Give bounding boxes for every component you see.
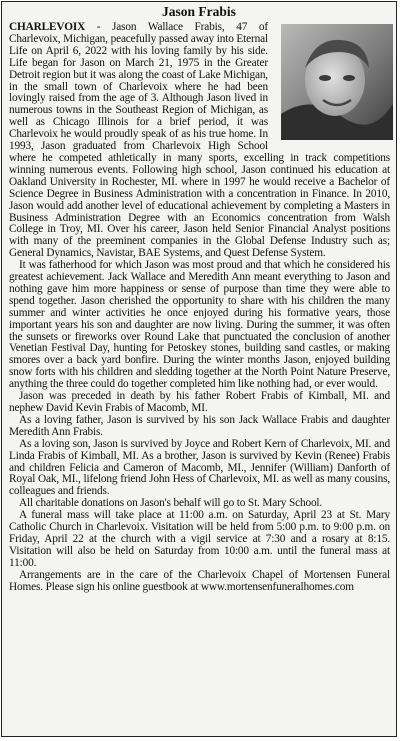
obituary-title: Jason Frabis	[162, 4, 236, 19]
obituary-paragraph-7: A funeral mass will take place at 11:00 a.m. on Saturday, April 23 at St. Mary Catholic Church in Charlevoix. Visitation will be held from 5:00 p.m. to 9:00 p.m. on Friday, April 22 at the church with a vigil service at 7:30 and a rosary at 8:15. Visitation will also be held on Saturday from 10:00 a.m. until the funeral mass at 11:00.	[9, 509, 390, 569]
obituary-clipping	[1, 1, 397, 737]
obituary-paragraph-6: All charitable donations on Jason's behalf will go to St. Mary School.	[19, 497, 323, 510]
obituary-paragraph-8: Arrangements are in the care of the Charlevoix Chapel of Mortensen Funeral Homes. Please sign his online guestbook at www.mortensenfuneralhomes.com	[9, 568, 390, 593]
dateline: CHARLEVOIX	[9, 21, 86, 33]
obituary-paragraph-4: As a loving father, Jason is survived by his son Jack Wallace Frabis and daughter Meredith Ann Frabis.	[9, 413, 390, 438]
photo-text-wrap-space	[272, 22, 390, 147]
obituary-paragraph-5: As a loving son, Jason is survived by Joyce and Robert Kern of Charlevoix, MI. and Linda Frabis of Kimball, MI. As a brother, Jason is survived by Kevin (Renee) Frabis and children Felicia and Cameron of Macomb, MI., Jennifer (William) Danforth of Royal Oak, MI., lifelong friend John Hess of Charlevoix, MI. as well as many cousins, colleagues and friends.	[9, 437, 390, 498]
obituary-body	[9, 22, 390, 734]
obituary-paragraph-3: Jason was preceded in death by his father Robert Frabis of Kimball, MI. and nephew David Kevin Frabis of Macomb, MI.	[9, 390, 390, 414]
paragraph-1-text: - Jason Wallace Frabis, 47 of Charlevoix, Michigan, peacefully passed away into Eternal Life on April 6, 2022 with his loving family by his side. Life began for Jason on March 21, 1975 in the Greater Detroit region but it was along the coast of Lake Michigan, in the small town of Charlevoix where he had been lovingly raised from the age of 3. Although Jason lived in numerous towns in the Southeast Region of Michigan, as well as Chicago Illinois for a brief period, it was Charlevoix he would proudly speak of as his true home. In 1993, Jason graduated from Charlevoix High School where he competed athletically in many sports, excelling in track competitions winning numerous events. Following high school, Jason continued his education at Oakland University in Rochester, MI. where in 1997 he would receive a Bachelor of Science Degree in Business Administration with a concentration in Finance. In 2010, Jason would add another level of educational achievement by completing a Masters in Business Administration Degree with an Economics concentration from Walsh College in Troy, MI. Over his career, Jason held Senior Financial Analyst positions with many of the preeminent companies in the Global Defense Industry such as; General Dynamics, Navistar, BAE Systems, and Quest Defense System.	[9, 21, 390, 260]
obituary-paragraph-2: It was fatherhood for which Jason was most proud and that which he considered his greatest achievement. Jack Wallace and Meredith Ann meant everything to Jason and nothing gave him more happiness or sense of purpose than time they were able to spend together. Jason cherished the opportunity to share with his children the many summer and winter activities he once enjoyed during his formative years, those important years his son and daughter are now living. During the summer, it was often the sunsets or fireworks over Round Lake that punctuated the conclusion of another Venetian Festival Day, hunting for Petoskey stones, building sand castles, or making smores over a back yard bonfire. During the winter months Jason, enjoyed building snow forts with his children and sledding together at the North Point Nature Preserve, anything the three could do together completed him like nothing had, or ever would.	[9, 259, 390, 391]
